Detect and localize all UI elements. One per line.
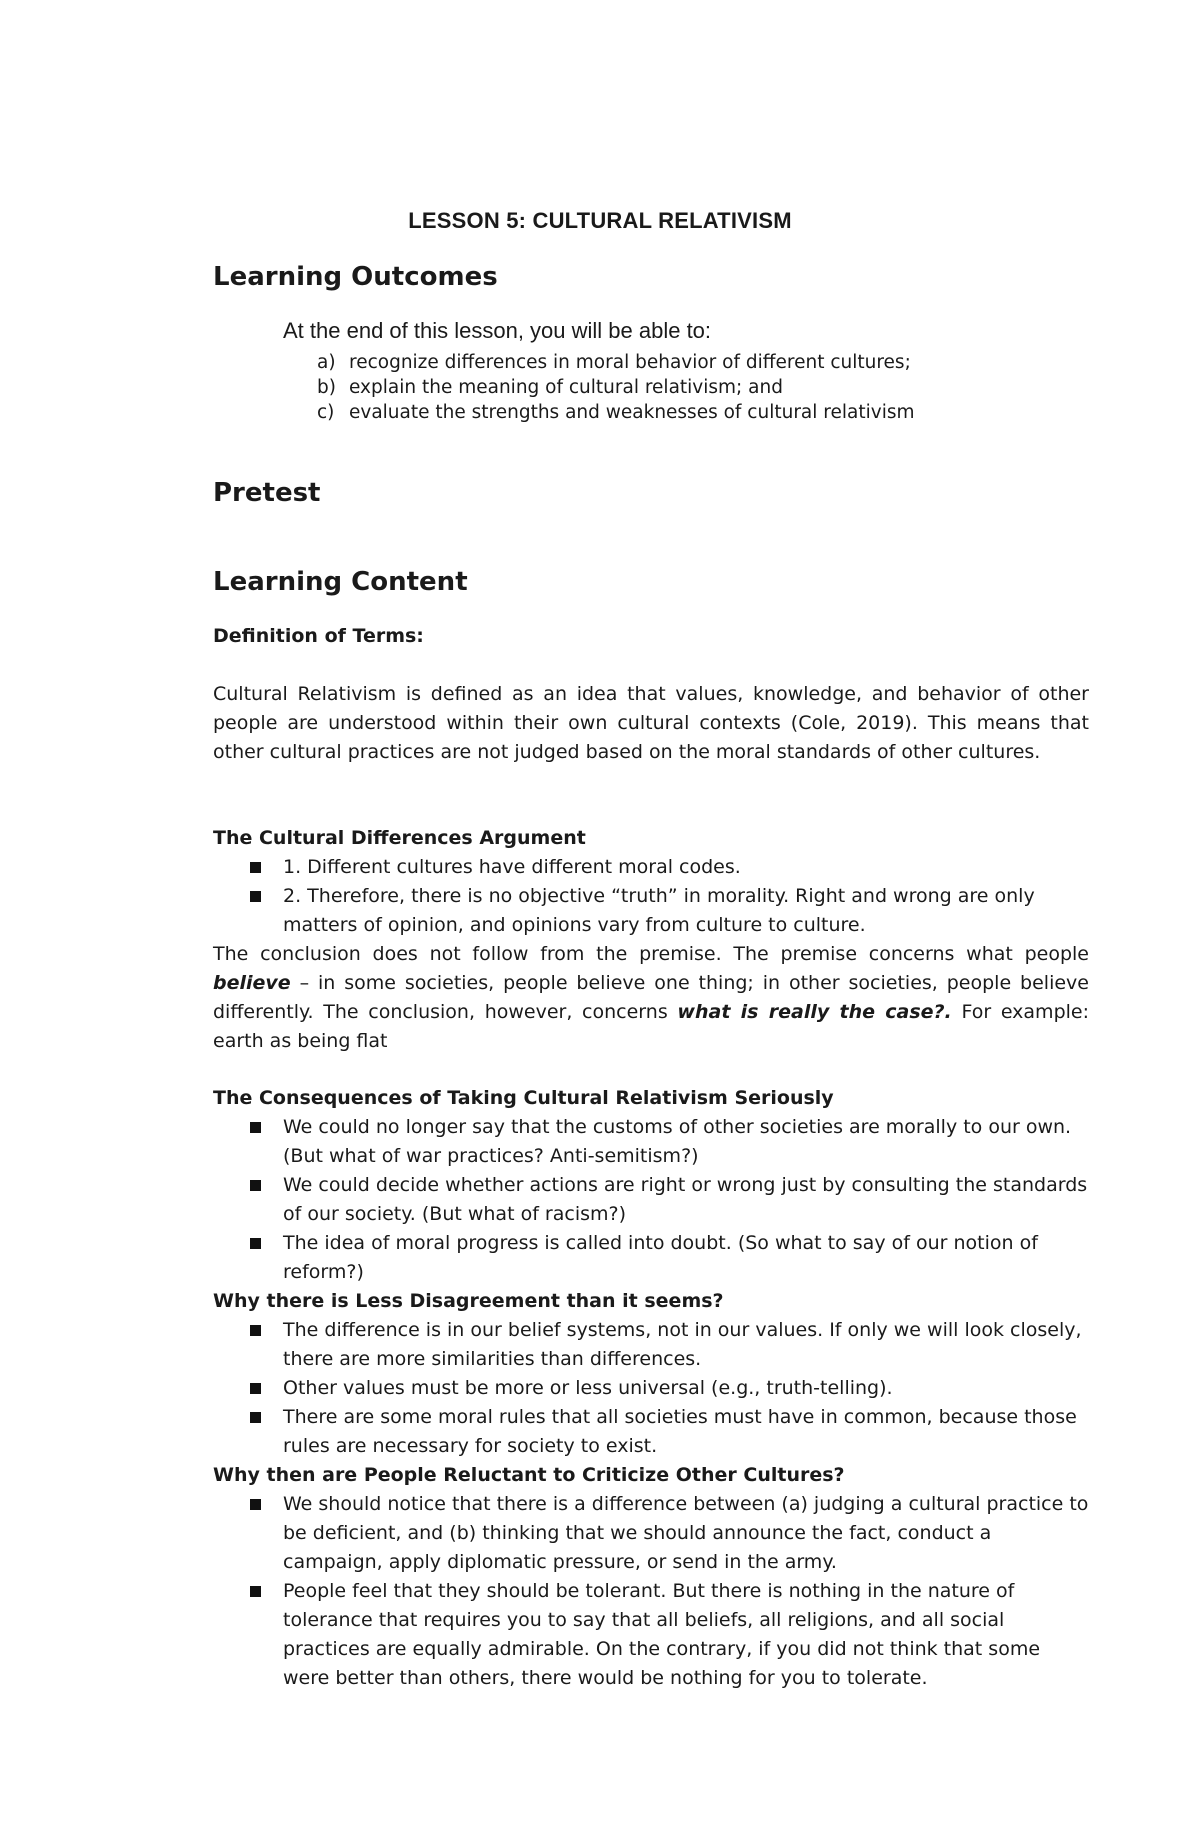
- list-item-text: We could no longer say that the customs of other societies are morally to our own. (But what of war practices? Anti-semitism?): [283, 1116, 1072, 1167]
- square-bullet-icon: [250, 1122, 261, 1133]
- less-disagreement-list: [213, 1316, 1089, 1461]
- learning-outcomes-intro: At the end of this lesson, you will be able to:: [283, 318, 712, 343]
- conclusion-text: – in some societies, people believe one thing; in other societies, people believe differently. The conclusion, however, concerns: [213, 972, 1089, 1023]
- square-bullet-icon: [250, 1180, 261, 1191]
- emphasis-believe: believe: [213, 972, 291, 994]
- list-item: [213, 1316, 1089, 1374]
- list-item: [213, 1374, 1089, 1403]
- consequences-heading: The Consequences of Taking Cultural Relativism Seriously: [213, 1087, 834, 1109]
- definition-heading: Definition of Terms:: [213, 625, 424, 647]
- conclusion-text: For example: earth as being flat: [213, 1001, 1090, 1052]
- cultural-differences-list: [213, 853, 1089, 940]
- emphasis-really-the-case: what is really the case?.: [677, 1001, 952, 1023]
- list-item: [213, 1113, 1089, 1171]
- reluctant-list: [213, 1490, 1089, 1693]
- cultural-differences-heading: The Cultural Differences Argument: [213, 827, 586, 849]
- square-bullet-icon: [250, 1383, 261, 1394]
- less-disagreement-heading: Why there is Less Disagreement than it seems?: [213, 1290, 724, 1312]
- list-item: [213, 1577, 1089, 1693]
- pretest-heading: Pretest: [213, 478, 321, 508]
- list-marker: b): [317, 377, 336, 398]
- reluctant-heading: Why then are People Reluctant to Criticize Other Cultures?: [213, 1464, 845, 1486]
- list-item: [213, 1171, 1089, 1229]
- list-marker: a): [317, 352, 336, 373]
- list-item-text: We should notice that there is a difference between (a) judging a cultural practice to be deficient, and (b) thinking that we should announce the fact, conduct a campaign, apply diplomatic pressure, or send in the army.: [283, 1493, 1089, 1573]
- list-item-text: evaluate the strengths and weaknesses of cultural relativism: [349, 402, 915, 423]
- list-item: [213, 882, 1089, 940]
- square-bullet-icon: [250, 891, 261, 902]
- square-bullet-icon: [250, 1412, 261, 1423]
- list-marker: c): [317, 402, 335, 423]
- list-item-text: The difference is in our belief systems, not in our values. If only we will look closely, there are more similarities than differences.: [283, 1319, 1082, 1370]
- learning-outcomes-list: [317, 350, 915, 425]
- list-item: [317, 375, 915, 400]
- square-bullet-icon: [250, 1238, 261, 1249]
- learning-content-heading: Learning Content: [213, 567, 468, 597]
- conclusion-paragraph: [213, 940, 1089, 1056]
- list-item-text: People feel that they should be tolerant. But there is nothing in the nature of tolerance that requires you to say that all beliefs, all religions, and all social practices are equally admirable. On the contrary, if you did not think that some were better than others, there would be nothing for you to tolerate.: [283, 1580, 1041, 1689]
- list-item: [317, 350, 915, 375]
- square-bullet-icon: [250, 1499, 261, 1510]
- list-item-text: 1. Different cultures have different moral codes.: [283, 856, 741, 878]
- definition-paragraph: Cultural Relativism is defined as an idea that values, knowledge, and behavior of other people are understood within their own cultural contexts (Cole, 2019). This means that other cultural practices are not judged based on the moral standards of other cultures.: [213, 683, 1089, 763]
- list-item: [317, 400, 915, 425]
- list-item: [213, 853, 1089, 882]
- list-item: [213, 1403, 1089, 1461]
- square-bullet-icon: [250, 862, 261, 873]
- list-item-text: The idea of moral progress is called into doubt. (So what to say of our notion of reform?): [283, 1232, 1038, 1283]
- learning-outcomes-heading: Learning Outcomes: [213, 262, 498, 292]
- list-item-text: There are some moral rules that all societies must have in common, because those rules are necessary for society to exist.: [283, 1406, 1077, 1457]
- square-bullet-icon: [250, 1586, 261, 1597]
- list-item-text: explain the meaning of cultural relativism; and: [349, 377, 783, 398]
- list-item-text: We could decide whether actions are right or wrong just by consulting the standards of our society. (But what of racism?): [283, 1174, 1088, 1225]
- conclusion-text: The conclusion does not follow from the premise. The premise concerns what people: [213, 943, 1089, 965]
- square-bullet-icon: [250, 1325, 261, 1336]
- list-item-text: Other values must be more or less universal (e.g., truth-telling).: [283, 1377, 893, 1399]
- list-item-text: 2. Therefore, there is no objective “truth” in morality. Right and wrong are only matters of opinion, and opinions vary from culture to culture.: [283, 885, 1035, 936]
- list-item: [213, 1229, 1089, 1287]
- lesson-title: LESSON 5: CULTURAL RELATIVISM: [408, 208, 792, 233]
- list-item-text: recognize differences in moral behavior of different cultures;: [349, 352, 911, 373]
- list-item: [213, 1490, 1089, 1577]
- consequences-list: [213, 1113, 1089, 1287]
